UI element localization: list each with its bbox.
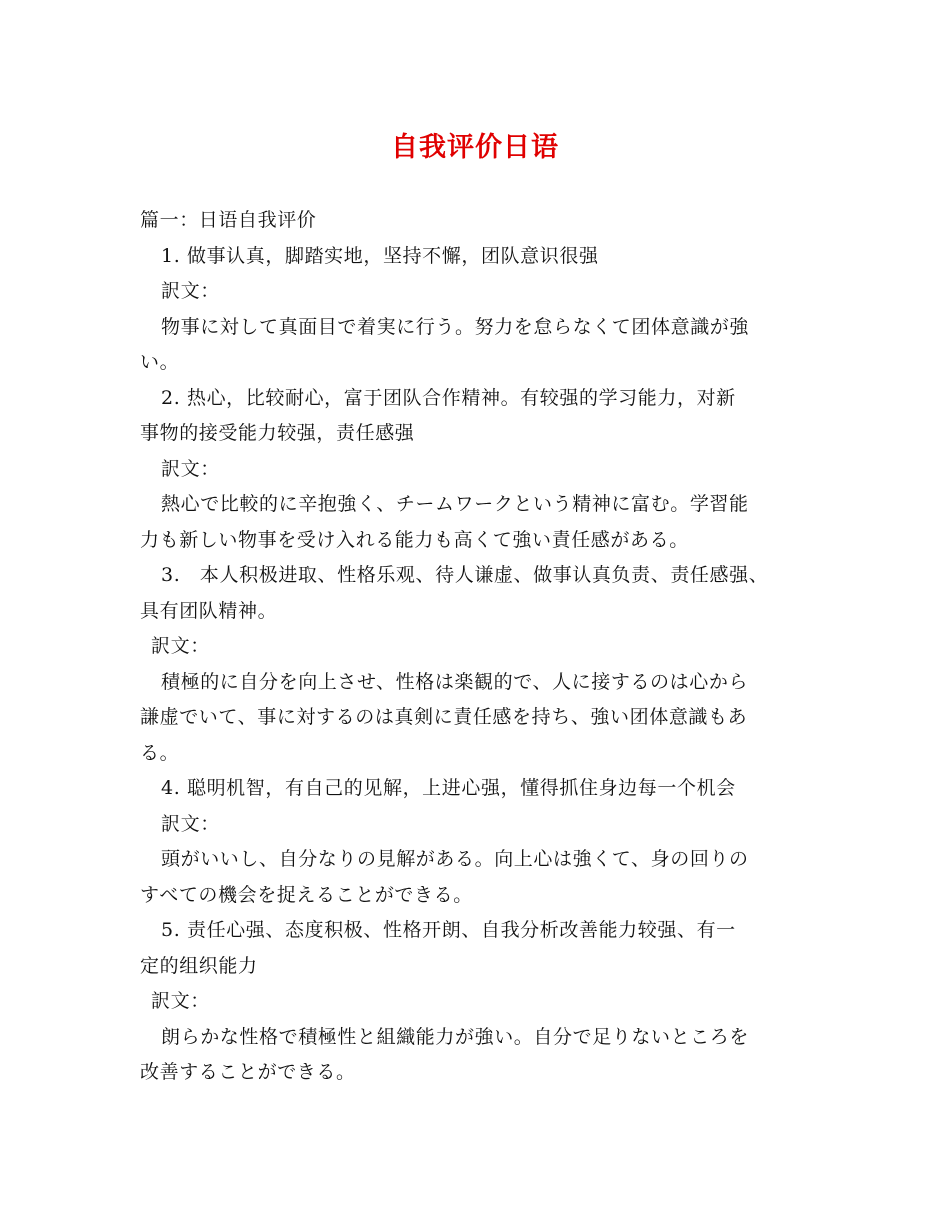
text-line: 4. 聪明机智，有自己的见解，上进心强，懂得抓住身边每一个机会 (161, 777, 736, 799)
text-line: 訳文： (161, 457, 220, 480)
text-line: 朗らかな性格で積極性と組織能力が強い。自分で足りないところを (161, 1025, 750, 1048)
text-line: 2. 热心，比较耐心，富于团队合作精神。有较强的学习能力，对新 (161, 386, 736, 409)
text-line: 訳文： (151, 990, 210, 1012)
text-line: 3. 本人积极进取、性格乐观、待人谦虚、做事认真负责、责任感强、 (161, 564, 769, 586)
document-body (140, 203, 820, 1091)
text-line: 力も新しい物事を受け入れる能力も高くて強い責任感がある。 (140, 528, 689, 551)
text-line: 1. 做事认真，脚踏实地，坚持不懈，团队意识很强 (161, 244, 599, 267)
text-line: 訳文： (161, 812, 220, 835)
text-line: い。 (140, 351, 180, 373)
text-line: 訳文： (151, 635, 210, 657)
text-line: 5. 责任心强、态度积极、性格开朗、自我分析改善能力较强、有一 (161, 919, 736, 941)
text-line: 訳文： (161, 280, 220, 302)
text-line: 事物的接受能力较强，责任感强 (140, 422, 415, 444)
text-line: 具有团队精神。 (140, 599, 278, 622)
document-title: 自我评价日语 (391, 132, 559, 163)
text-line: すべての機会を捉えることができる。 (140, 883, 473, 906)
text-line: 改善することができる。 (140, 1061, 356, 1083)
text-line: 謙虚でいて、事に対するのは真剣に責任感を持ち、強い团体意識もあ (140, 706, 748, 728)
text-line: 定的组织能力 (140, 954, 258, 977)
text-line: 積極的に自分を向上させ、性格は楽観的で、人に接するのは心から (161, 670, 749, 693)
text-line: る。 (140, 741, 180, 764)
text-line: 熱心で比較的に辛抱強く、チームワークという精神に富む。学習能 (161, 493, 749, 515)
text-line: 篇一：日语自我评价 (140, 209, 317, 231)
text-line: 物事に対して真面目で着実に行う。努力を怠らなくて团体意識が強 (161, 315, 750, 338)
text-line: 頭がいいし、自分なりの見解がある。向上心は強くて、身の回りの (161, 848, 749, 870)
